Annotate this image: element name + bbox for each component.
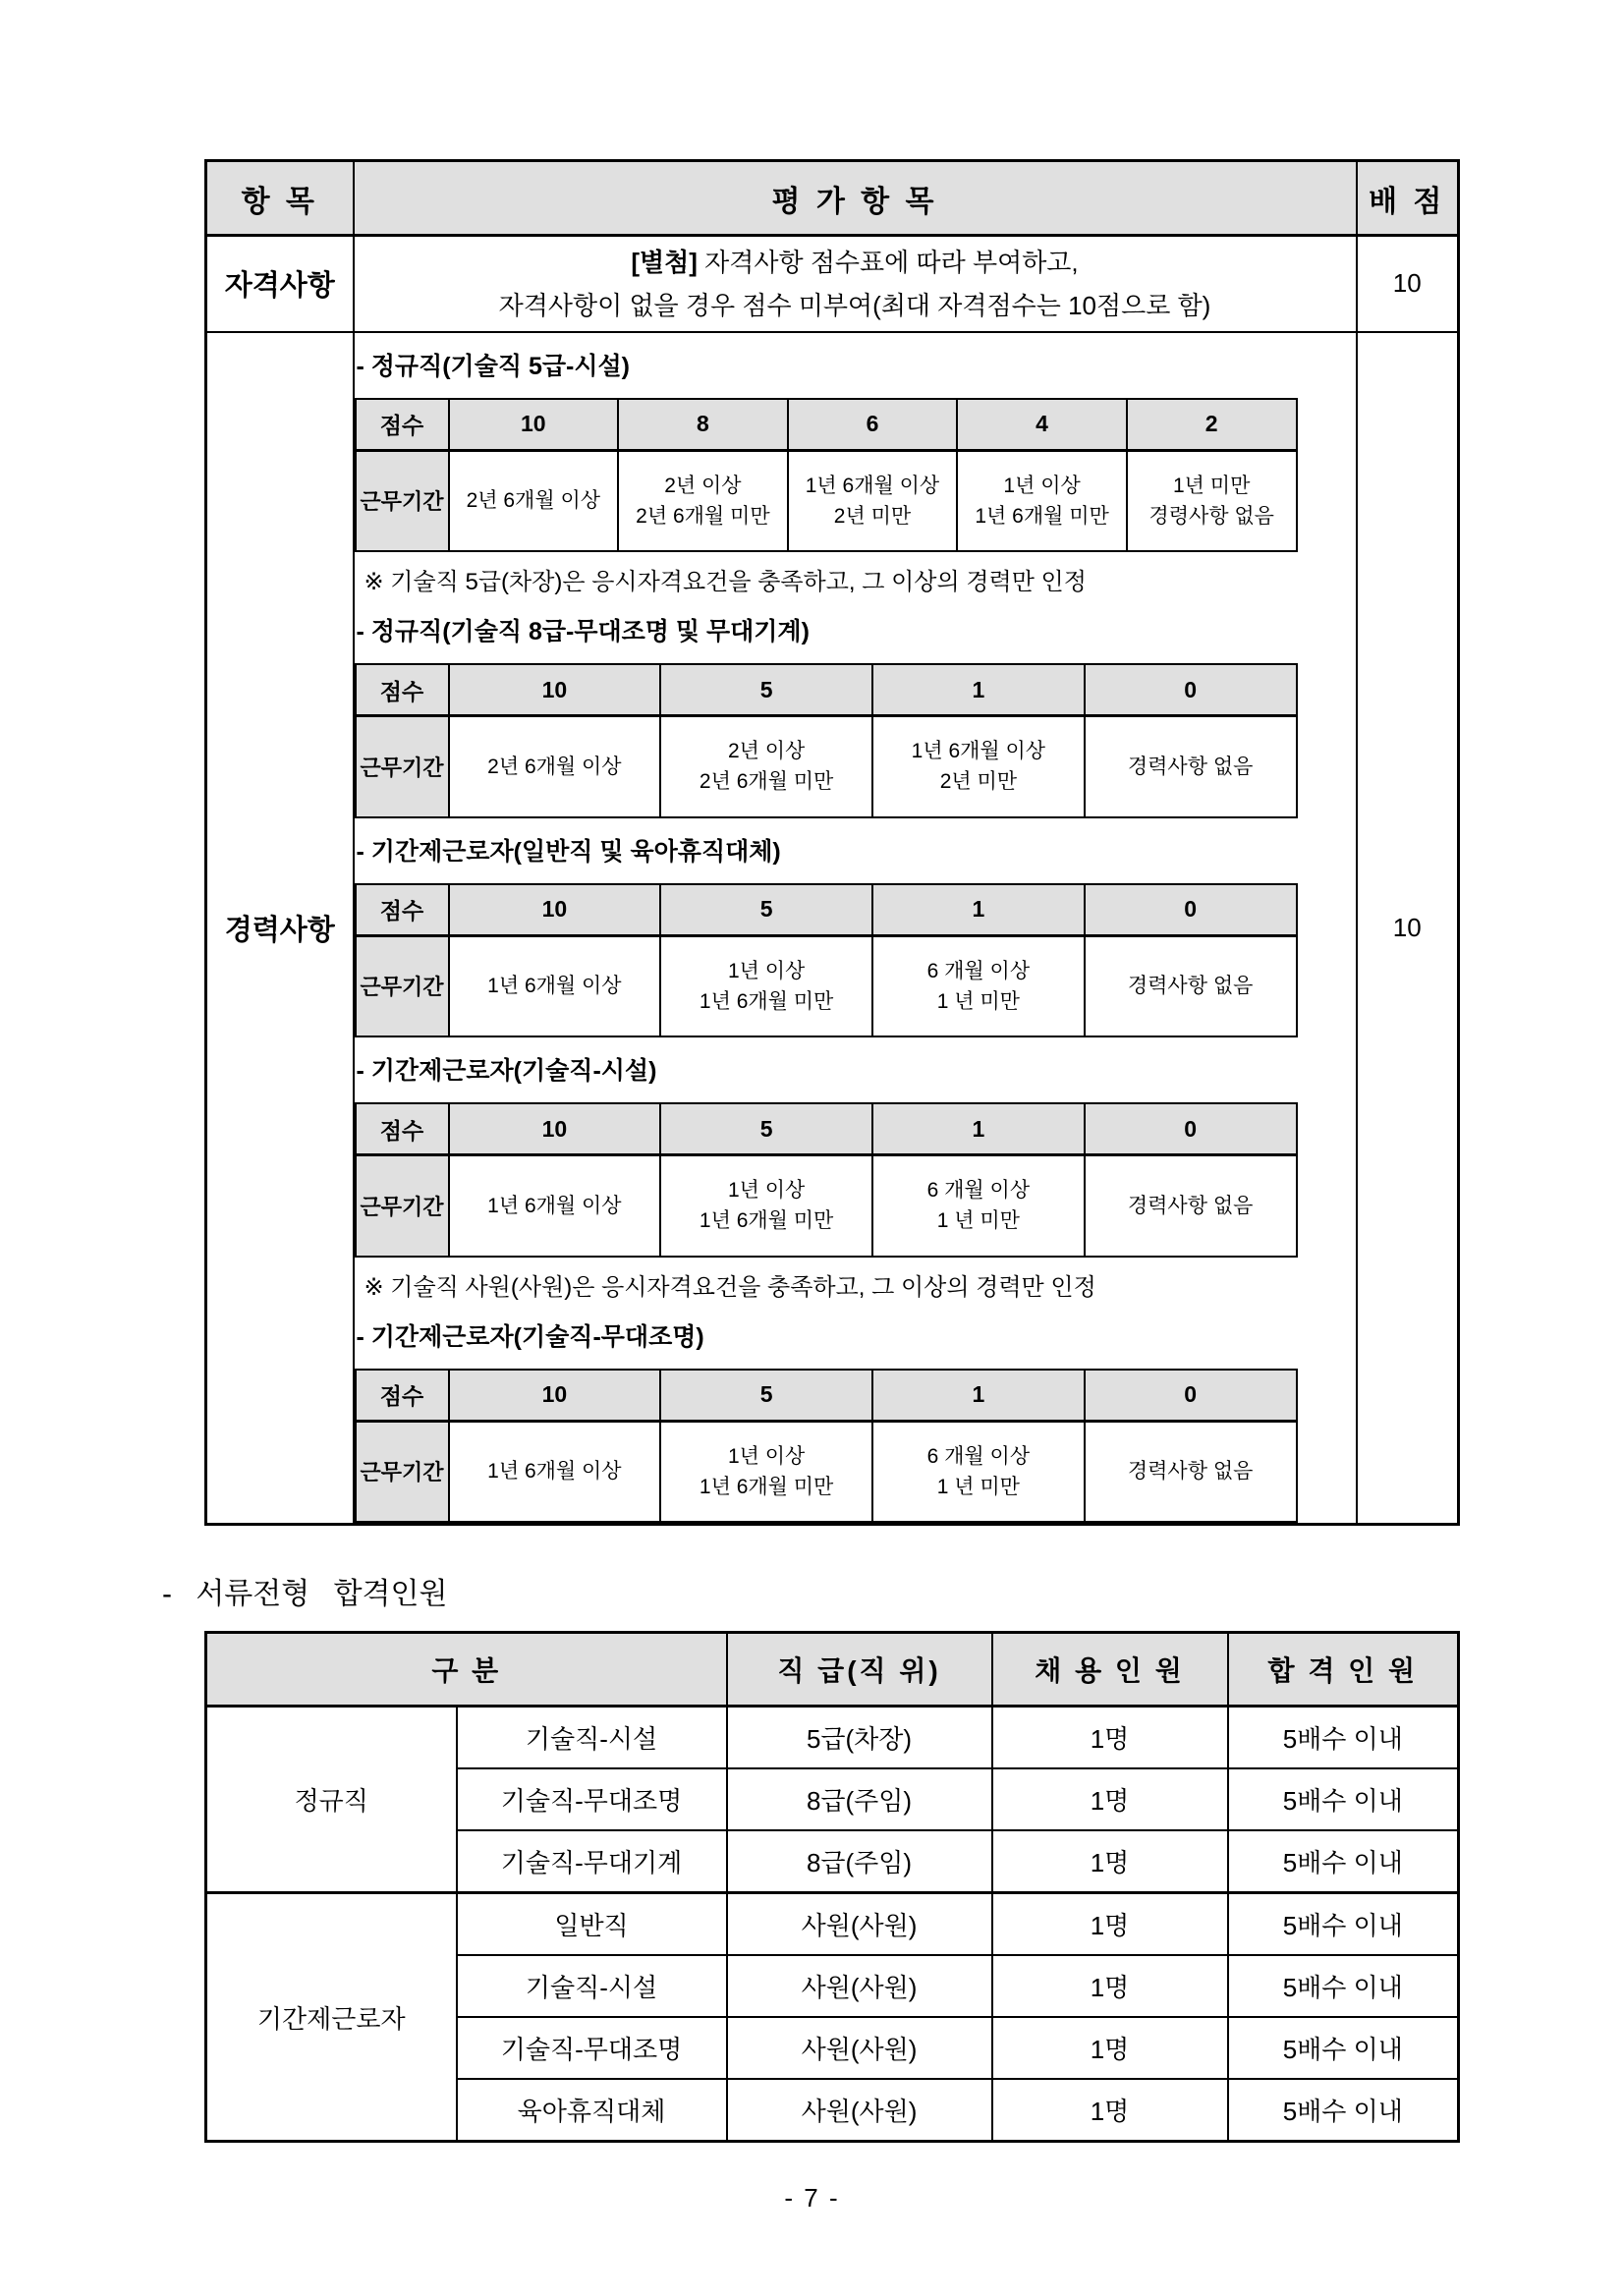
- column-header-criteria: 평 가 항 목: [354, 161, 1357, 236]
- career-subsection-heading: - 기간제근로자(일반직 및 육아휴직대체): [356, 837, 781, 866]
- period-value: [449, 1421, 661, 1522]
- period-value-line: 2년 6개월 미만: [699, 770, 834, 794]
- qualification-criteria-line2: 자격사항이 없을 경우 점수 미부여(최대 자격점수는 10점으로 함): [498, 290, 1211, 320]
- period-value: [1127, 450, 1297, 551]
- column-header-item: 항 목: [206, 161, 354, 236]
- score-label: 점수: [356, 1103, 449, 1155]
- job-type: 기술직-시설: [457, 1955, 727, 2017]
- score-value: 5: [660, 1103, 872, 1155]
- career-criteria-cell: [354, 332, 1357, 1525]
- period-value-line: 1년 6개월 이상: [487, 1460, 622, 1484]
- score-value: 0: [1085, 1370, 1297, 1422]
- career-subsection-heading: - 정규직(기술직 8급-무대조명 및 무대기계): [356, 618, 810, 645]
- hire-count: 1명: [992, 1830, 1228, 1893]
- period-value-line: 1 년 미만: [936, 1475, 1020, 1498]
- period-value-line: 1년 6개월 미만: [699, 989, 834, 1013]
- evaluation-table-header-row: [206, 161, 1459, 236]
- career-score-table: [355, 1102, 1298, 1258]
- score-value: 1: [872, 664, 1085, 716]
- position-grade: 5급(차장): [727, 1707, 992, 1769]
- pass-count-table: [204, 1631, 1460, 2143]
- score-value: 2: [1127, 399, 1297, 451]
- job-type: 기술직-무대기계: [457, 1830, 727, 1893]
- period-value-line: 2년 이상: [727, 740, 806, 763]
- pass-section-heading: - 서류전형 합격인원: [162, 1578, 448, 1610]
- period-value-line: 1 년 미만: [936, 1209, 1020, 1233]
- position-grade: 사원(사원): [727, 1955, 992, 2017]
- period-value: [957, 450, 1127, 551]
- evaluation-criteria-table: [204, 159, 1460, 1526]
- career-score-table: [355, 883, 1298, 1038]
- period-value-line: 1년 6개월 이상: [487, 975, 622, 998]
- attachment-tag: [별첨]: [631, 247, 698, 277]
- score-label: 점수: [356, 664, 449, 716]
- period-value-line: 1년 이상: [727, 959, 806, 982]
- score-value: 10: [449, 399, 619, 451]
- period-value-line: 2년 미만: [833, 504, 912, 528]
- period-value-line: 2년 미만: [939, 770, 1018, 794]
- work-period-row: [356, 716, 1297, 817]
- period-value: [1085, 1155, 1297, 1257]
- work-period-row: [356, 1155, 1297, 1257]
- period-value: [872, 1421, 1085, 1522]
- qualification-line1-rest: 자격사항 점수표에 따라 부여하고,: [697, 247, 1079, 277]
- score-value: 0: [1085, 884, 1297, 936]
- period-value: [872, 935, 1085, 1036]
- career-score-table: [355, 663, 1298, 818]
- score-value: 10: [449, 664, 661, 716]
- hire-count: 1명: [992, 1893, 1228, 1956]
- period-value-line: 2년 6개월 이상: [487, 755, 622, 778]
- pass-table-row: [206, 1707, 1459, 1769]
- period-value: [1085, 935, 1297, 1036]
- position-grade: 사원(사원): [727, 2017, 992, 2079]
- period-value-line: 1년 6개월 미만: [699, 1209, 834, 1233]
- period-label: 근무기간: [356, 450, 449, 551]
- period-value-line: 2년 6개월 이상: [466, 489, 601, 513]
- score-value: 1: [872, 1103, 1085, 1155]
- period-value-line: 경력사항 없음: [1127, 755, 1254, 778]
- qualification-row: [206, 236, 1459, 332]
- period-value-line: 1년 이상: [727, 1179, 806, 1203]
- job-type: 기술직-무대조명: [457, 2017, 727, 2079]
- job-type: 기술직-무대조명: [457, 1768, 727, 1830]
- pass-count: 5배수 이내: [1228, 1830, 1459, 1893]
- qualification-criteria-line1: [355, 241, 1356, 284]
- page-number: - 7 -: [784, 2183, 840, 2212]
- score-header-row: [356, 399, 1297, 451]
- score-header-row: [356, 1370, 1297, 1422]
- career-subsection-heading: - 기간제근로자(기술직-무대조명): [356, 1322, 704, 1351]
- period-value-line: 6 개월 이상: [926, 959, 1031, 982]
- period-value-line: 1년 이상: [727, 1444, 806, 1468]
- career-row: [206, 332, 1459, 1525]
- career-content: [355, 349, 1356, 1524]
- period-value-line: 경력사항 없음: [1127, 975, 1254, 998]
- period-value-line: 2년 6개월 미만: [636, 504, 770, 528]
- score-value: 10: [449, 884, 661, 936]
- score-label: 점수: [356, 884, 449, 936]
- score-value: 0: [1085, 1103, 1297, 1155]
- period-label: 근무기간: [356, 716, 449, 817]
- career-note: ※ 기술직 5급(차장)은 응시자격요건을 충족하고, 그 이상의 경력만 인정: [364, 569, 1087, 595]
- qualification-points: 10: [1357, 236, 1459, 332]
- pass-count: 5배수 이내: [1228, 1768, 1459, 1830]
- position-grade: 8급(주임): [727, 1768, 992, 1830]
- score-value: 6: [788, 399, 958, 451]
- period-value-line: 2년 이상: [664, 474, 742, 497]
- period-value: [872, 1155, 1085, 1257]
- column-header-position: 직 급(직 위): [727, 1633, 992, 1707]
- career-note: ※ 기술직 사원(사원)은 응시자격요건을 충족하고, 그 이상의 경력만 인정: [364, 1273, 1096, 1301]
- score-header-row: [356, 1103, 1297, 1155]
- score-label: 점수: [356, 1370, 449, 1422]
- score-value: 1: [872, 1370, 1085, 1422]
- score-header-row: [356, 664, 1297, 716]
- period-value-line: 경력사항 없음: [1127, 1460, 1254, 1484]
- period-value: [449, 1155, 661, 1257]
- period-label: 근무기간: [356, 1421, 449, 1522]
- period-value: [449, 716, 661, 817]
- pass-count: 5배수 이내: [1228, 2017, 1459, 2079]
- group-label: 기간제근로자: [206, 1893, 457, 2142]
- period-value-line: 1년 6개월 미만: [699, 1475, 834, 1498]
- qualification-criteria-text: [354, 236, 1357, 332]
- column-header-hire-count: 채 용 인 원: [992, 1633, 1228, 1707]
- position-grade: 사원(사원): [727, 1893, 992, 1956]
- position-grade: 사원(사원): [727, 2079, 992, 2142]
- hire-count: 1명: [992, 2017, 1228, 2079]
- job-type: 기술직-시설: [457, 1707, 727, 1769]
- period-label: 근무기간: [356, 1155, 449, 1257]
- period-label: 근무기간: [356, 935, 449, 1036]
- pass-count: 5배수 이내: [1228, 1955, 1459, 2017]
- period-value: [1085, 716, 1297, 817]
- period-value: [660, 935, 872, 1036]
- period-value: [872, 716, 1085, 817]
- career-subsection-heading: - 정규직(기술직 5급-시설): [356, 352, 630, 380]
- period-value: [788, 450, 958, 551]
- period-value: [618, 450, 788, 551]
- career-score-table: [355, 1369, 1298, 1524]
- work-period-row: [356, 935, 1297, 1036]
- position-grade: 8급(주임): [727, 1830, 992, 1893]
- career-subsection-heading: - 기간제근로자(기술직-시설): [356, 1057, 657, 1085]
- period-value-line: 1년 6개월 이상: [487, 1194, 622, 1217]
- period-value-line: 1 년 미만: [936, 989, 1020, 1013]
- period-value-line: 1년 6개월 이상: [911, 740, 1046, 763]
- score-value: 5: [660, 1370, 872, 1422]
- hire-count: 1명: [992, 1768, 1228, 1830]
- job-type: 일반직: [457, 1893, 727, 1956]
- period-value: [660, 1155, 872, 1257]
- work-period-row: [356, 450, 1297, 551]
- column-header-points: 배 점: [1357, 161, 1459, 236]
- hire-count: 1명: [992, 1707, 1228, 1769]
- score-value: 8: [618, 399, 788, 451]
- column-header-group: 구 분: [206, 1633, 727, 1707]
- period-value: [449, 935, 661, 1036]
- score-label: 점수: [356, 399, 449, 451]
- hire-count: 1명: [992, 2079, 1228, 2142]
- period-value-line: 경령사항 없음: [1148, 504, 1274, 528]
- score-header-row: [356, 884, 1297, 936]
- period-value: [660, 1421, 872, 1522]
- pass-table-row: [206, 1893, 1459, 1956]
- qualification-item-label: 자격사항: [206, 236, 354, 332]
- period-value-line: 1년 이상: [1003, 474, 1081, 497]
- career-item-label: 경력사항: [206, 332, 354, 1525]
- score-value: 1: [872, 884, 1085, 936]
- job-type: 육아휴직대체: [457, 2079, 727, 2142]
- pass-count: 5배수 이내: [1228, 1707, 1459, 1769]
- work-period-row: [356, 1421, 1297, 1522]
- period-value-line: 1년 미만: [1173, 474, 1251, 497]
- career-points: 10: [1357, 332, 1459, 1525]
- score-value: 10: [449, 1103, 661, 1155]
- column-header-pass-count: 합 격 인 원: [1228, 1633, 1459, 1707]
- score-value: 5: [660, 664, 872, 716]
- career-score-table: [355, 398, 1298, 553]
- group-label: 정규직: [206, 1707, 457, 1893]
- score-value: 0: [1085, 664, 1297, 716]
- score-value: 10: [449, 1370, 661, 1422]
- score-value: 5: [660, 884, 872, 936]
- period-value-line: 1년 6개월 이상: [805, 474, 940, 497]
- period-value-line: 6 개월 이상: [926, 1179, 1031, 1203]
- score-value: 4: [957, 399, 1127, 451]
- period-value-line: 경력사항 없음: [1127, 1194, 1254, 1217]
- pass-table-header-row: [206, 1633, 1459, 1707]
- period-value: [449, 450, 619, 551]
- hire-count: 1명: [992, 1955, 1228, 2017]
- pass-count: 5배수 이내: [1228, 2079, 1459, 2142]
- period-value: [1085, 1421, 1297, 1522]
- pass-count: 5배수 이내: [1228, 1893, 1459, 1956]
- period-value-line: 1년 6개월 미만: [975, 504, 1109, 528]
- period-value: [660, 716, 872, 817]
- period-value-line: 6 개월 이상: [926, 1444, 1031, 1468]
